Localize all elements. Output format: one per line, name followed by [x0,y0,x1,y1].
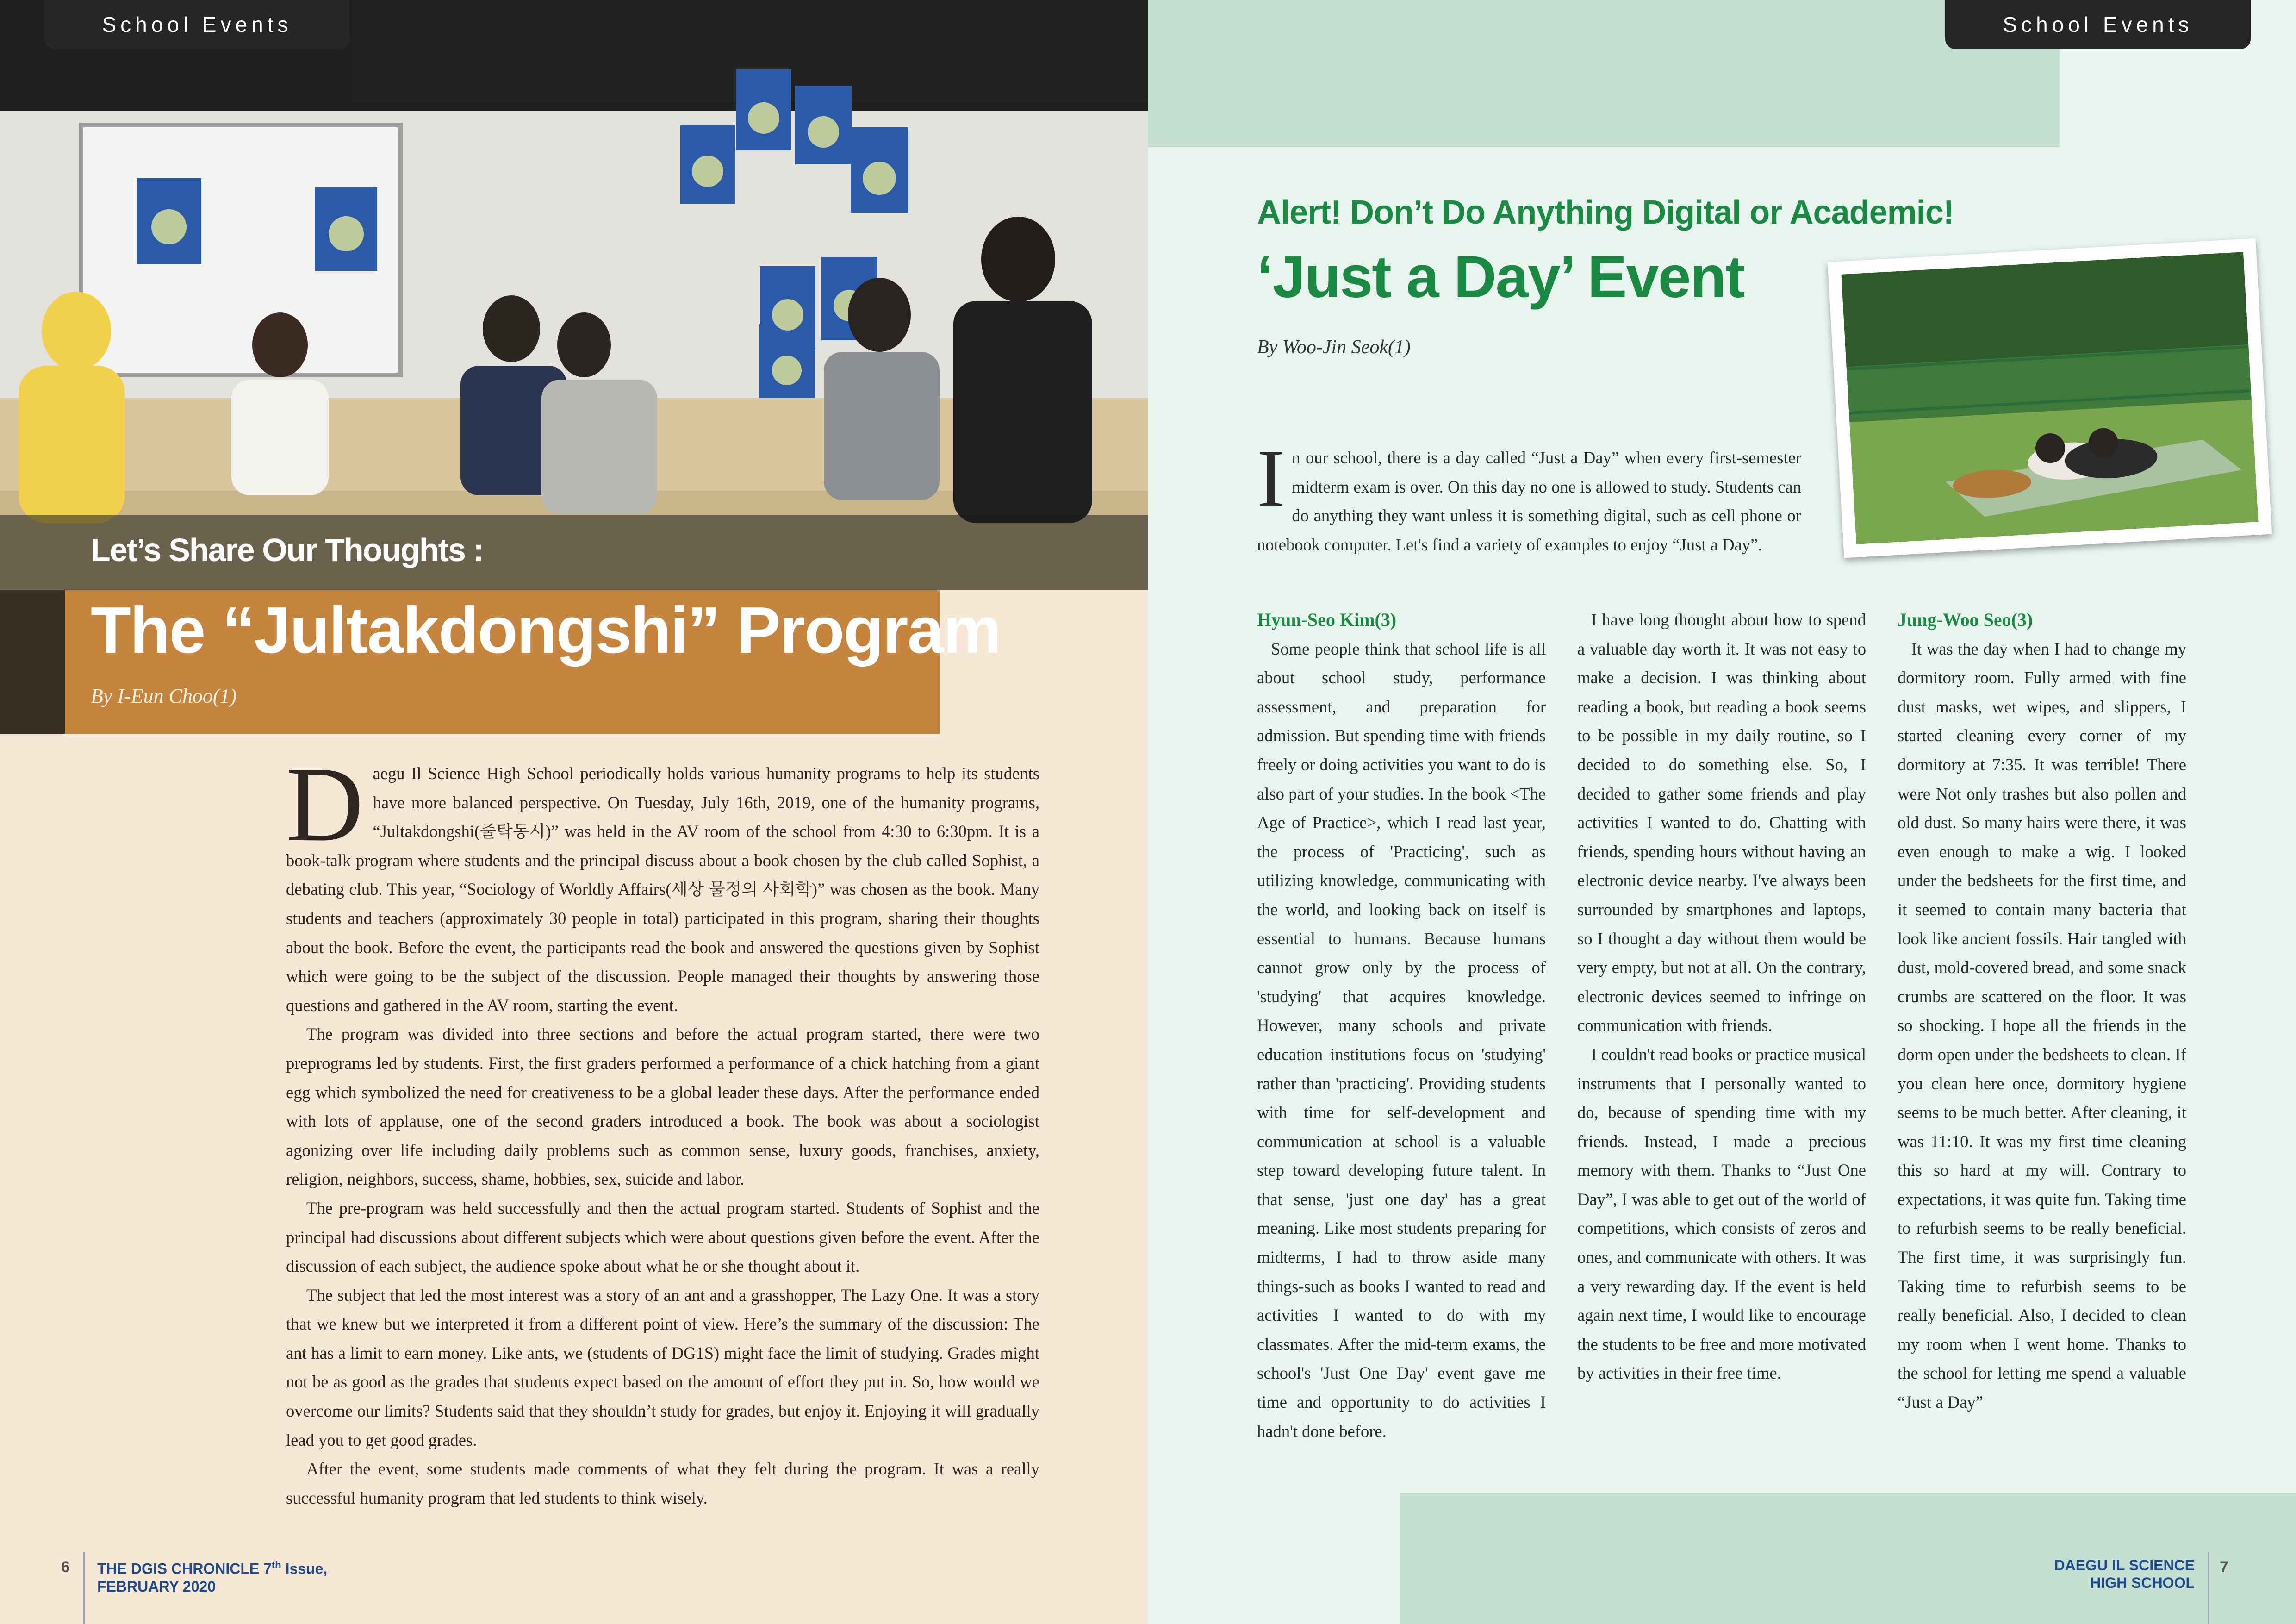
paragraph: After the event, some students made comments of what they felt during the program. It was a really successful humanity program that led students to think wisely. [286,1459,1039,1507]
section-tab: School Events [1945,0,2251,49]
column-2 [1577,606,1866,1388]
column-heading: Jung-Woo Seo(3) [1898,609,2033,630]
article-title: The “Jultakdongshi” Program [91,593,1001,667]
article-kicker: Alert! Don’t Do Anything Digital or Academic! [1257,194,1954,231]
drop-cap: I [1257,432,1285,524]
footer-school: DAEGU IL SCIENCE HIGH SCHOOL [2054,1557,2195,1591]
drop-cap: D [286,745,364,864]
paragraph: Daegu Il Science High School periodically holds various humanity programs to help its students have more balanced perspective. On Tuesday, July 16th, 2019, one of the humanity programs, “Jultakdongshi(줄탁동시)” was held in the AV room of the school from 4:30 to 6:30pm. It is a book-talk program where students and the principal discuss about a book chosen by the club called Sophist, a debating club. This year, “Sociology of Worldly Affairs(세상 물정의 사회학)” was chosen as the book. Many students and teachers (approximately 30 people in total) participated in this program, sharing their thoughts about the book. Before the event, the participants read the book and answered the questions given by Sophist which were going to be the subject of the discussion. People managed their thoughts by answering those questions and gathered in the AV room, starting the event. [286,745,1039,1015]
paragraph: Some people think that school life is all about school study, performance assessment, and preparation for admission. But spending time with friends freely or doing activities you want to do is also part of your studies. In the book <The Age of Practice>, which I read last year, the process of 'Practicing', such as utilizing knowledge, communicating with the world, and looking back on itself is essential to humans. Because humans cannot grow only by the process of 'studying' that acquires knowledge. However, many schools and private education institutions focus on 'studying' rather than 'practicing'. Providing students with time for self-development and communication at school is a valuable step toward developing future talent. In that sense, 'just one day' has a great meaning. Like most students preparing for midterms, I had to throw aside many things-such as books I wanted to read and activities I wanted to do with my classmates. After the mid-term exams, the school's 'Just One Day' event gave me time and opportunity to do activities I hadn't done before. [1257,639,1546,1441]
paragraph: I have long thought about how to spend a valuable day worth it. It was not easy to make a decision. I was thinking about reading a book, but reading a book seems to be possible in my daily routine, so I decided to do something else. So, I decided to gather some friends and play activities I wanted to do. Chatting with friends, spending hours without having an electronic device nearby. I've always been surrounded by smartphones and laptops, so I thought a day without them would be very empty, but not at all. On the contrary, electronic devices seemed to infringe on communication with friends. [1577,610,1866,1035]
article-title: ‘Just a Day’ Event [1257,244,1744,310]
footer-rule [2208,1552,2209,1624]
column-heading: Hyun-Seo Kim(3) [1257,609,1397,630]
footer-rule [83,1552,85,1624]
article-intro [1257,432,1801,559]
header-band [1148,0,2060,147]
section-tab: School Events [44,0,350,49]
footer-publication: THE DGIS CHRONICLE 7th Issue, FEBRUARY 2020 [97,1559,328,1595]
page-number: 7 [2220,1558,2228,1576]
paragraph: The subject that led the most interest was a story of an ant and a grasshopper, The Lazy One. It was a story that we knew but we interpreted it from a different point of view. Here’s the summary of the discussion: The ant has a limit to earn money. Like ants, we (students of DG1S) might face the limit of studying. Grades might not be as good as the grades that students expect based on the amount of effort they put in. So, how would we overcome our limits? Students said that they shouldn’t study for grades, but enjoy it. Enjoying it will gradually lead you to get good grades. [286,1285,1039,1449]
park-photo [1841,252,2258,544]
paragraph: The pre-program was held successfully and then the actual program started. Students of Sophist and the principal had discussions about different subjects which were about questions given before the event. After the discussion of each subject, the audience spoke about what he or she thought about it. [286,1198,1039,1276]
paragraph: It was the day when I had to change my dormitory room. Fully armed with fine dust masks, wet wipes, and slippers, I started cleaning every corner of my dormitory at 7:35. It was terrible! There were Not only trashes but also pollen and old dust. So many hairs were there, it was even enough to make a wig. I looked under the bedsheets for the first time, and it seemed to contain many bacteria that look like ancient fossils. Hair tangled with dust, mold-covered bread, and some snack crumbs are scattered on the floor. It was so shocking. I hope all the friends in the dorm open under the bedsheets to clean. If you clean here once, dormitory hygiene seems to be much better. After cleaning, it was 11:10. It was my first time cleaning this so hard at my will. Contrary to expectations, it was quite fun. Taking time to refurbish seems to be really beneficial. The first time, it was surprisingly fun. Taking time to refurbish seems to be really beneficial. Also, I decided to clean my room when I went home. Thanks to the school for letting me spend a valuable “Just a Day” [1898,639,2186,1412]
article-byline: By I-Eun Choo(1) [91,685,237,707]
paragraph: The program was divided into three sections and before the actual program started, there were two preprograms led by students. First, the first graders performed a performance of a chick hatching from a giant egg which symbolized the need for creativeness to be a global leader these days. After the performance ended with lots of applause, one of the second graders introduced a book. The book was about a sociologist agonizing over life including daily problems such as common sense, luxury goods, franchises, anxiety, religion, neighbors, success, shame, hobbies, sex, suicide and labor. [286,1024,1039,1189]
column-3 [1898,606,2186,1417]
page-number: 6 [61,1558,70,1576]
article-body [286,745,1039,1512]
paragraph: I couldn't read books or practice musical instruments that I personally wanted to do, because of spending time with my friends. Instead, I made a precious memory with them. Thanks to “Just One Day”, I was able to get out of the world of competitions, which consists of zeros and ones, and communicate with others. It was a very rewarding day. If the event is held again next time, I would like to encourage the students to be free and more motivated by activities in their free time. [1577,1044,1866,1383]
column-1 [1257,606,1546,1446]
article-kicker: Let’s Share Our Thoughts : [91,532,483,568]
title-strip [0,590,65,734]
article-byline: By Woo-Jin Seok(1) [1257,337,1411,358]
event-photo [0,0,1148,590]
intro-paragraph: In our school, there is a day called “Just a Day” when every first-semester midterm exam is over. On this day no one is allowed to study. Students can do anything they want unless it is something digital, such as cell phone or notebook computer. Let's find a variety of examples to enjoy “Just a Day”. [1257,432,1801,554]
polaroid-photo [1828,238,2272,558]
